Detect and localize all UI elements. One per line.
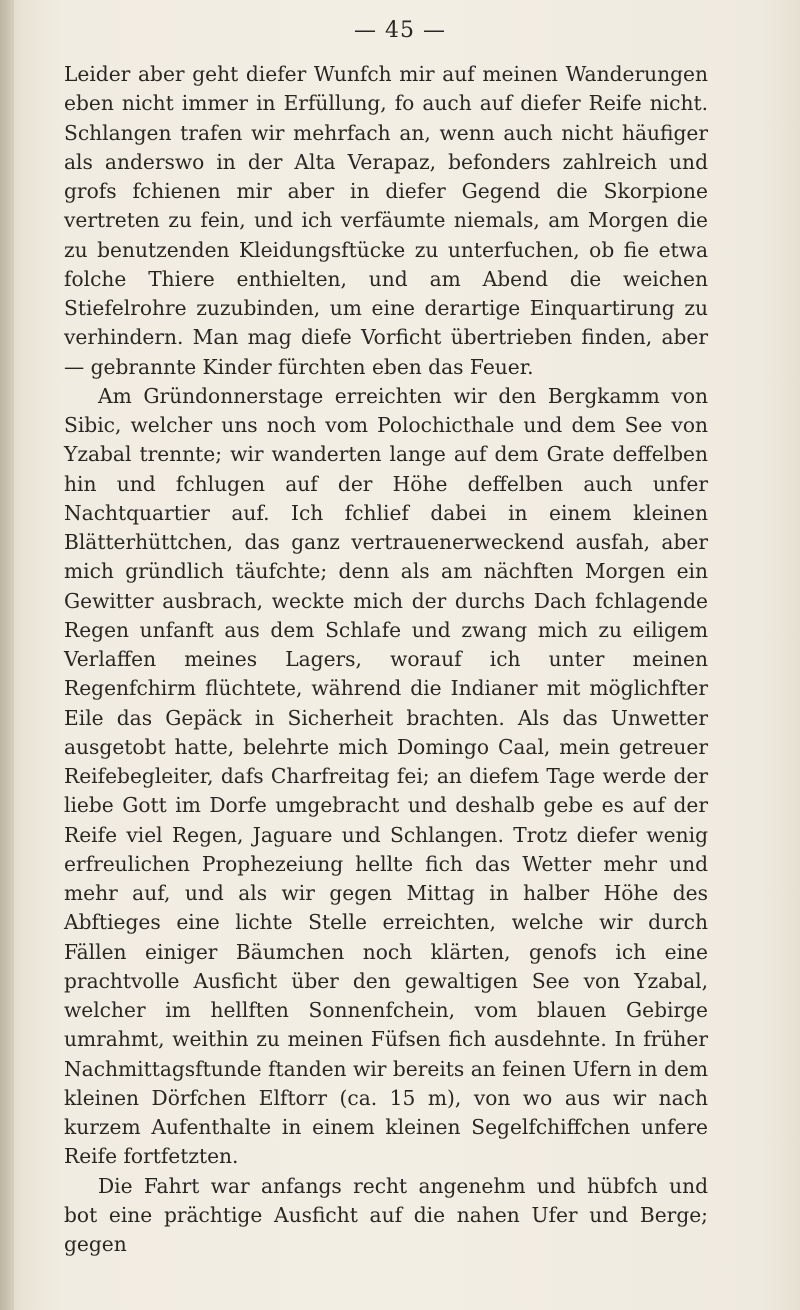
paragraph-2: Am Gründonnerstage erreichten wir den Bergkamm von Sibic, welcher uns noch vom Polochicthale und dem See von Yzabal trennte; wir wanderten lange auf dem Grate deffelben hin und fchlugen auf der Höhe deffelben auch unfer Nachtquartier auf. Ich fchlief dabei in einem kleinen Blätterhüttchen, das ganz vertrauenerweckend ausfah, aber mich gründlich täufchte; denn als am nächften Morgen ein Gewitter ausbrach, weckte mich der durchs Dach fchlagende Regen unfanft aus dem Schlafe und zwang mich zu eiligem Verlaffen meines Lagers, worauf ich unter meinen Regenfchirm flüchtete, während die Indianer mit möglichfter Eile das Gepäck in Sicherheit brachten. Als das Unwetter ausgetobt hatte, belehrte mich Domingo Caal, mein getreuer Reifebegleiter, dafs Charfreitag fei; an diefem Tage werde der liebe Gott im Dorfe umgebracht und deshalb gebe es auf der Reife viel Regen, Jaguare und Schlangen. Trotz diefer wenig erfreulichen Prophezeiung hellte fich das Wetter mehr und mehr auf, und als wir gegen Mittag in halber Höhe des Abftieges eine lichte Stelle erreichten, welche wir durch Fällen einiger Bäumchen noch klärten, genofs ich eine prachtvolle Ausficht über den gewaltigen See von Yzabal, welcher im hellften Sonnenfchein, vom blauen Gebirge umrahmt, weithin zu meinen Füfsen fich ausdehnte. In früher Nachmittagsftunde ftanden wir bereits an feinen Ufern in dem kleinen Dörfchen Elftorr (ca. 15 m), von wo aus wir nach kurzem Aufenthalte in einem kleinen Segelfchiffchen unfere Reife fortfetzten. [64, 383, 708, 1169]
paragraph-1: Leider aber geht diefer Wunfch mir auf meinen Wanderungen eben nicht immer in Erfüllung, fo auch auf diefer Reife nicht. Schlangen trafen wir mehrfach an, wenn auch nicht häufiger als anderswo in der Alta Verapaz, befonders zahlreich und grofs fchienen mir aber in diefer Gegend die Skorpione vertreten zu fein, und ich verfäumte niemals, am Morgen die zu benutzenden Kleidungsftücke zu unterfuchen, ob fie etwa folche Thiere enthielten, und am Abend die weichen Stiefelrohre zuzubinden, um eine derartige Einquartirung zu verhindern. Man mag diefe Vorficht übertrieben finden, aber — gebrannte Kinder fürchten eben das Feuer. [64, 62, 708, 379]
page-gutter-shadow [0, 0, 14, 1310]
paragraph-3: Die Fahrt war anfangs recht angenehm und hübfch und bot eine prächtige Ausficht auf die nahen Ufer und Berge; gegen [64, 1173, 708, 1256]
page-number: — 45 — [354, 18, 446, 43]
body-text [64, 60, 708, 1259]
